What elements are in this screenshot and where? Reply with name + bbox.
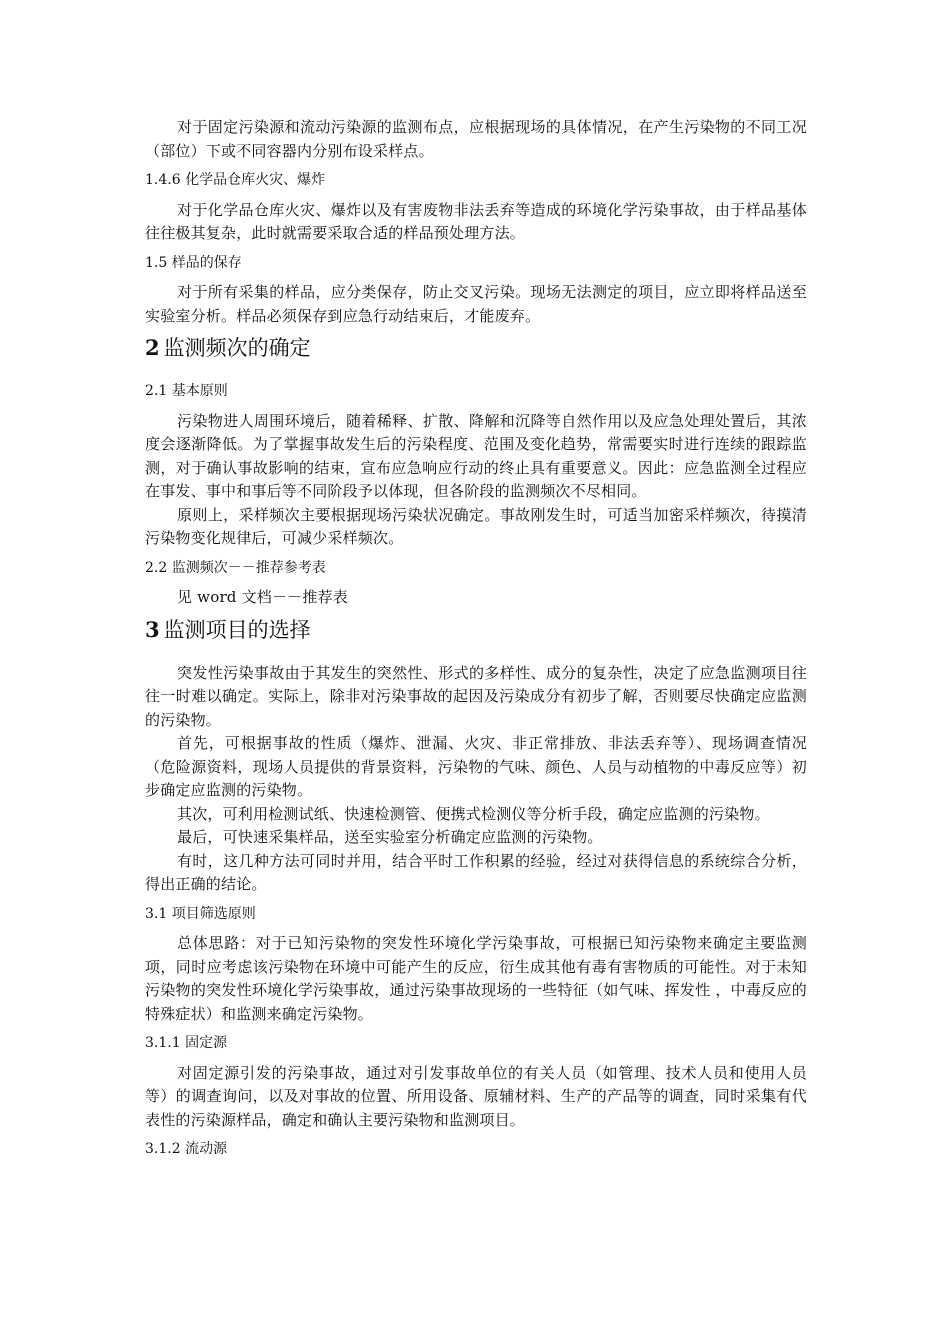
paragraph: 污染物进人周围环境后，随着稀释、扩散、降解和沉降等自然作用以及应急处理处置后，其浓度会逐渐降低。为了掌握事故发生后的污染程度、范围及变化趋势，常需要实时进行连续的跟踪监测，对于确认事故影响的结束，宣布应急响应行动的终止具有重要意义。因此：应急监测全过程应在事发、事中和事后等不同阶段予以体现，但各阶段的监测频次不尽相同。	[145, 411, 807, 500]
paragraph: 原则上，采样频次主要根据现场污染状况确定。事故刚发生时，可适当加密采样频次，待摸清污染物变化规律后，可减少采样频次。	[145, 505, 807, 547]
chapter-number: 2	[145, 335, 160, 360]
paragraph: 其次，可利用检测试纸、快速检测管、便携式检测仪等分析手段，确定应监测的污染物。	[177, 804, 770, 823]
chapter-heading-3	[145, 616, 807, 644]
section-heading-3-1: 3.1 项目筛选原则	[145, 905, 256, 922]
chapter-number: 3	[145, 616, 160, 642]
section-heading-2-2: 2.2 监测频次－－推荐参考表	[145, 559, 326, 576]
paragraph: 见 word 文档－－推荐表	[177, 588, 348, 606]
chapter-title: 监测频次的确定	[163, 336, 311, 360]
document-body	[145, 116, 807, 1168]
paragraph: 总体思路：对于已知污染物的突发性环境化学污染事故，可根据已知污染物来确定主要监测项，同时应考虑该污染物在环境中可能产生的反应，衍生成其他有毒有害物质的可能性。对于未知污染物的突发性环境化学污染事故，通过污染事故现场的一些特征（如气味、挥发性 ，中毒反应的特殊症状）和监测来确定污染物。	[145, 934, 807, 1023]
paragraph: 对于化学品仓库火灾、爆炸以及有害废物非法丢弃等造成的环境化学污染事故，由于样品基体往往极其复杂，此时就需要采取合适的样品预处理方法。	[145, 200, 807, 242]
chapter-heading-2	[145, 334, 807, 362]
paragraph: 对于固定污染源和流动污染源的监测布点，应根据现场的具体情况，在产生污染物的不同工况（部位）下或不同容器内分别布设采样点。	[145, 118, 807, 160]
paragraph: 有时，这几种方法可同时并用，结合平时工作积累的经验，经过对获得信息的系统综合分析，得出正确的结论。	[145, 851, 807, 893]
section-heading-3-1-2: 3.1.2 流动源	[145, 1141, 228, 1157]
paragraph: 对于所有采集的样品，应分类保存，防止交叉污染。现场无法测定的项目，应立即将样品送至实验室分析。样品必须保存到应急行动结束后，才能废弃。	[145, 283, 807, 325]
section-heading-1-4-6: 1.4.6 化学品仓库火灾、爆炸	[145, 172, 326, 188]
section-heading-1-5: 1.5 样品的保存	[145, 254, 242, 271]
chapter-title: 监测项目的选择	[163, 617, 311, 642]
section-heading-3-1-1: 3.1.1 固定源	[145, 1035, 228, 1051]
paragraph: 对固定源引发的污染事故，通过对引发事故单位的有关人员（如管理、技术人员和使用人员等）的调查询问，以及对事故的位置、所用设备、原辅材料、生产的产品等的调查，同时采集有代表性的污染源样品，确定和确认主要污染物和监测项目。	[145, 1063, 807, 1129]
paragraph: 首先，可根据事故的性质（爆炸、泄漏、火灾、非正常排放、非法丢弃等）、现场调查情况（危险源资料，现场人员提供的背景资料，污染物的气味、颜色、人员与动植物的中毒反应等）初步确定应监测的污染物。	[145, 734, 807, 799]
section-heading-2-1: 2.1 基本原则	[145, 383, 228, 399]
paragraph: 突发性污染事故由于其发生的突然性、形式的多样性、成分的复杂性，决定了应急监测项目往往一时难以确定。实际上，除非对污染事故的起因及污染成分有初步了解，否则要尽快确定应监测的污染物。	[145, 663, 807, 729]
paragraph: 最后，可快速采集样品，送至实验室分析确定应监测的污染物。	[177, 828, 603, 846]
